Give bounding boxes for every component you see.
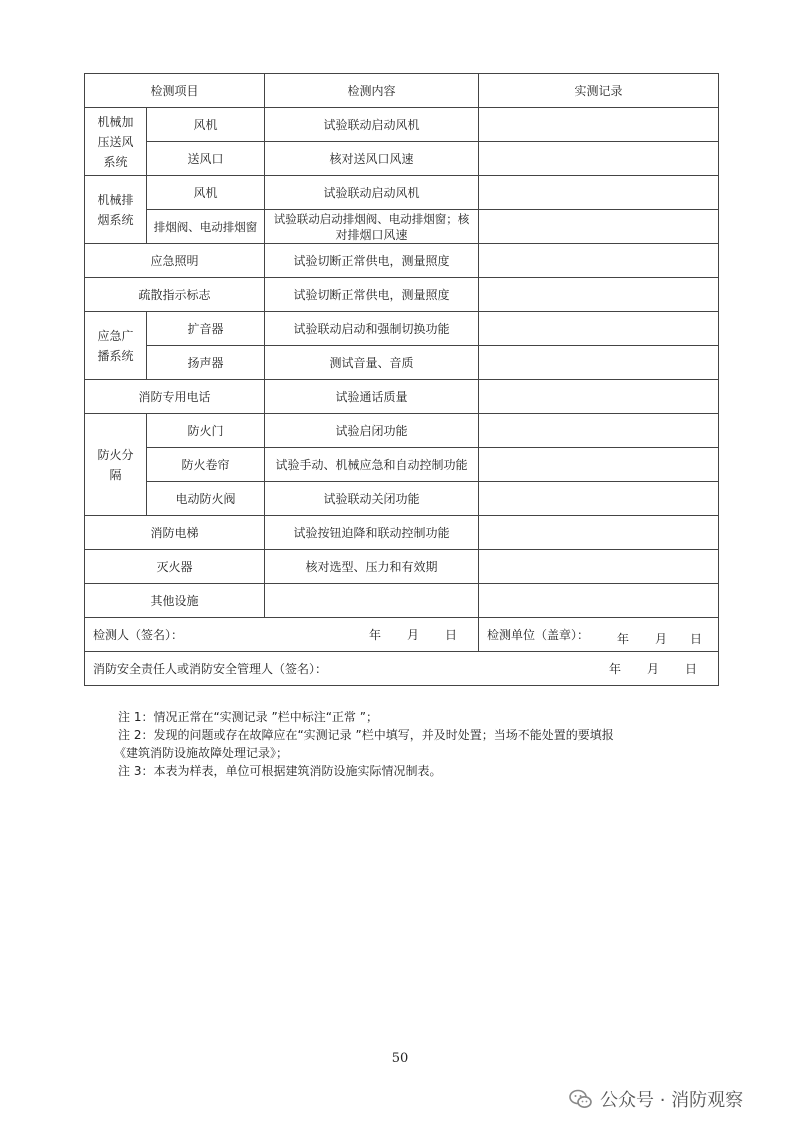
item-cell: 风机 <box>147 108 265 142</box>
record-cell[interactable] <box>479 380 719 414</box>
table-row <box>85 312 719 346</box>
record-cell[interactable] <box>479 482 719 516</box>
unit-date: 年 月 日 <box>616 632 702 646</box>
record-cell[interactable] <box>479 346 719 380</box>
content-cell: 核对选型、压力和有效期 <box>265 550 479 584</box>
table-row <box>85 448 719 482</box>
record-cell[interactable] <box>479 108 719 142</box>
table-row <box>85 278 719 312</box>
item-cell: 排烟阀、电动排烟窗 <box>147 210 265 244</box>
header-item: 检测项目 <box>85 74 265 108</box>
note-2: 注 2：发现的问题或存在故障应在“实测记录 ”栏中填写，并及时处置；当场不能处置的要填报 <box>118 728 614 742</box>
content-cell: 试验联动启动风机 <box>265 176 479 210</box>
table-row <box>85 414 719 448</box>
item-cell: 防火卷帘 <box>147 448 265 482</box>
responsible-date: 年 月 日 <box>609 661 698 676</box>
content-cell: 试验联动启动风机 <box>265 108 479 142</box>
signature-row <box>85 652 719 686</box>
item-cell: 灭火器 <box>85 550 265 584</box>
record-cell[interactable] <box>479 176 719 210</box>
content-cell: 试验按钮迫降和联动控制功能 <box>265 516 479 550</box>
category-cell: 机械排 烟系统 <box>85 176 147 244</box>
header-record: 实测记录 <box>479 74 719 108</box>
content-cell <box>265 584 479 618</box>
content-cell: 试验联动启动排烟阀、电动排烟窗；核 对排烟口风速 <box>265 210 479 244</box>
record-cell[interactable] <box>479 584 719 618</box>
inspector-date: 年 月 日 <box>369 627 458 642</box>
item-cell: 风机 <box>147 176 265 210</box>
note-1: 注 1：情况正常在“实测记录 ”栏中标注“正常 ”； <box>118 710 378 724</box>
item-cell: 扩音器 <box>147 312 265 346</box>
table-row <box>85 516 719 550</box>
item-cell: 消防电梯 <box>85 516 265 550</box>
content-cell: 试验切断正常供电，测量照度 <box>265 278 479 312</box>
table-row <box>85 108 719 142</box>
inspector-signature-cell[interactable] <box>85 618 479 652</box>
responsible-signature-cell[interactable] <box>85 652 719 686</box>
table-row <box>85 584 719 618</box>
content-cell: 核对送风口风速 <box>265 142 479 176</box>
item-cell: 其他设施 <box>85 584 265 618</box>
record-cell[interactable] <box>479 516 719 550</box>
table-row <box>85 176 719 210</box>
note-2-continued: 《建筑消防设施故障处理记录》； <box>114 746 289 760</box>
item-cell: 扬声器 <box>147 346 265 380</box>
page-number: 50 <box>391 1051 409 1066</box>
table-row <box>85 482 719 516</box>
record-cell[interactable] <box>479 550 719 584</box>
record-cell[interactable] <box>479 278 719 312</box>
record-cell[interactable] <box>479 210 719 244</box>
content-cell: 试验手动、机械应急和自动控制功能 <box>265 448 479 482</box>
content-cell: 试验联动关闭功能 <box>265 482 479 516</box>
watermark-text: 公众号 · 消防观察 <box>600 1090 744 1111</box>
table-row <box>85 380 719 414</box>
table-row <box>85 346 719 380</box>
watermark <box>568 1086 743 1112</box>
responsible-label: 消防安全责任人或消防安全管理人（签名）： <box>93 661 328 676</box>
notes <box>114 708 718 780</box>
item-cell: 电动防火阀 <box>147 482 265 516</box>
record-cell[interactable] <box>479 448 719 482</box>
table-row <box>85 244 719 278</box>
table-row <box>85 210 719 244</box>
record-cell[interactable] <box>479 244 719 278</box>
item-cell: 疏散指示标志 <box>85 278 265 312</box>
category-cell: 机械加 压送风 系统 <box>85 108 147 176</box>
content-cell: 试验启闭功能 <box>265 414 479 448</box>
content-cell: 试验联动启动和强制切换功能 <box>265 312 479 346</box>
content-cell: 测试音量、音质 <box>265 346 479 380</box>
category-cell: 防火分 隔 <box>85 414 147 516</box>
content-cell: 试验切断正常供电，测量照度 <box>265 244 479 278</box>
header-content: 检测内容 <box>265 74 479 108</box>
item-cell: 送风口 <box>147 142 265 176</box>
item-cell: 防火门 <box>147 414 265 448</box>
item-cell: 应急照明 <box>85 244 265 278</box>
wechat-icon <box>568 1086 594 1112</box>
note-3: 注 3：本表为样表，单位可根据建筑消防设施实际情况制表。 <box>118 764 442 778</box>
record-cell[interactable] <box>479 414 719 448</box>
category-cell: 应急广 播系统 <box>85 312 147 380</box>
table-header-row <box>85 74 719 108</box>
unit-label: 检测单位（盖章）： <box>487 627 590 642</box>
inspection-table <box>84 73 719 686</box>
record-cell[interactable] <box>479 312 719 346</box>
inspector-label: 检测人（签名）： <box>93 627 184 642</box>
record-cell[interactable] <box>479 142 719 176</box>
item-cell: 消防专用电话 <box>85 380 265 414</box>
content-cell: 试验通话质量 <box>265 380 479 414</box>
table-row <box>85 550 719 584</box>
table-row <box>85 142 719 176</box>
